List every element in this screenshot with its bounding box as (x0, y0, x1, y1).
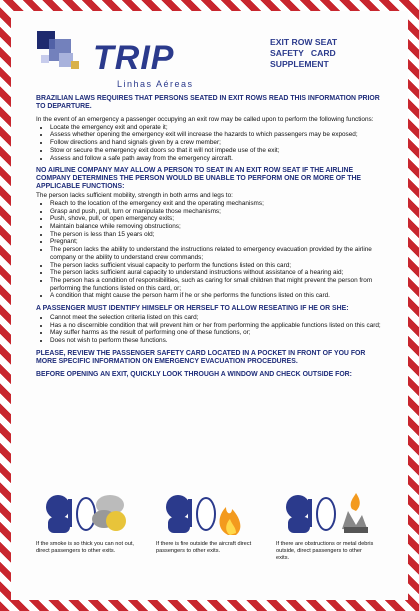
list-item: • Push, shove, pull, or open emergency exits; (50, 215, 383, 223)
list-item: • Cannot meet the selection criteria listed on this card; (50, 314, 383, 322)
functions-intro: In the event of an emergency a passenger occupying an exit row may be called upon to perform the following functions: (36, 116, 374, 123)
functions-list (36, 124, 383, 163)
reseat-heading: A PASSENGER MUST IDENTIFY HIMSELF OR HERSELF TO ALLOW RESEATING IF HE OR SHE: (36, 305, 349, 313)
review-note: PLEASE, REVIEW THE PASSENGER SAFETY CARD LOCATED IN A POCKET IN FRONT OF YOU FOR MORE SPECIFIC INFORMATION ON EMERGENCY EVACUATION PROCEDURES. (36, 349, 366, 365)
list-item: • Reach to the location of the emergency exit and the operating mechanisms; (50, 200, 383, 208)
list-item: • Assess and follow a safe path away from the emergency aircraft. (50, 155, 383, 163)
list-item: • Locate the emergency exit and operate it; (50, 124, 383, 132)
trip-logo (35, 29, 215, 93)
list-item: • Grasp and push, pull, turn or manipulate those mechanisms; (50, 208, 383, 216)
smoke-caption: If the smoke is so thick you can not out, direct passengers to other exits. (36, 541, 134, 554)
list-item: • Follow directions and hand signals given by a crew member; (50, 139, 383, 147)
company-heading: NO AIRLINE COMPANY MAY ALLOW A PERSON TO SEAT IN AN EXIT ROW SEAT IF THE AIRLINE COMPANY DETERMINES THE PERSON WOULD BE UNABLE TO PERFORM ONE OR MORE OF THE APPLICABLE FUNCTIONS: (36, 167, 362, 191)
before-opening-heading: BEFORE OPENING AN EXIT, QUICKLY LOOK THROUGH A WINDOW AND CHECK OUTSIDE FOR: (36, 370, 352, 378)
list-item: • The person is less than 15 years old; (50, 231, 383, 239)
reseat-list (36, 314, 383, 345)
list-item: • Maintain balance while removing obstructions; (50, 223, 383, 231)
list-item: • May suffer harms as the result of performing one of these functions, or; (50, 329, 383, 337)
exit-check-panels (36, 489, 386, 589)
card-body (11, 11, 408, 600)
logo-wordmark: TRIP (93, 39, 175, 77)
smoke-panel (36, 489, 146, 584)
list-item: • The person has a condition of responsibilities, such as caring for small children that might prevent the person from performing the functions listed on this card, or; (50, 277, 383, 292)
card-title (270, 37, 380, 70)
list-item: • Stow or secure the emergency exit doors so that it will not impede use of the exit; (50, 147, 383, 155)
list-item: • The person lacks the ability to understand the instructions related to emergency evacuation provided by the airline company or the ability to understand crew commands; (50, 246, 383, 261)
debris-caption: If there are obstructions or metal debris outside, direct passengers to other exits. (276, 541, 374, 561)
list-item: • The person lacks sufficient aural capacity to understand instructions without assistance of a hearing aid; (50, 269, 383, 277)
card-content (36, 95, 383, 384)
debris-icon (276, 489, 376, 539)
card-title-line1: EXIT ROW SEAT (270, 37, 338, 47)
list-item: • Pregnant; (50, 238, 383, 246)
card-title-line3: SUPPLEMENT (270, 59, 329, 69)
conditions-list (36, 200, 383, 300)
logo-subtitle: Linhas Aéreas (117, 79, 194, 89)
logo-mark-icon (35, 29, 95, 81)
smoke-icon (36, 489, 136, 539)
card-title-line2: SAFETY CARD (270, 48, 336, 58)
debris-panel (276, 489, 386, 584)
intro-heading: BRAZILIAN LAWS REQUIRES THAT PERSONS SEATED IN EXIT ROWS READ THIS INFORMATION PRIOR TO DEPARTURE. (36, 95, 380, 110)
list-item: • Assess whether opening the emergency exit will increase the hazards to which passengers may be exposed; (50, 131, 383, 139)
list-item: • Has a no discernible condition that will prevent him or her from performing the applicable functions listed on this card; (50, 322, 383, 330)
fire-panel (156, 489, 266, 584)
fire-caption: If there is fire outside the aircraft direct passengers to other exits. (156, 541, 252, 554)
lacks-intro: The person lacks sufficient mobility, strength in both arms and legs to: (36, 192, 233, 200)
list-item: • Does not wish to perform these functions. (50, 337, 383, 345)
list-item: • A condition that might cause the person harm if he or she performs the functions listed on this card. (50, 292, 383, 300)
list-item: • The person lacks sufficient visual capacity to perform the functions listed on this card; (50, 262, 383, 270)
fire-icon (156, 489, 256, 539)
